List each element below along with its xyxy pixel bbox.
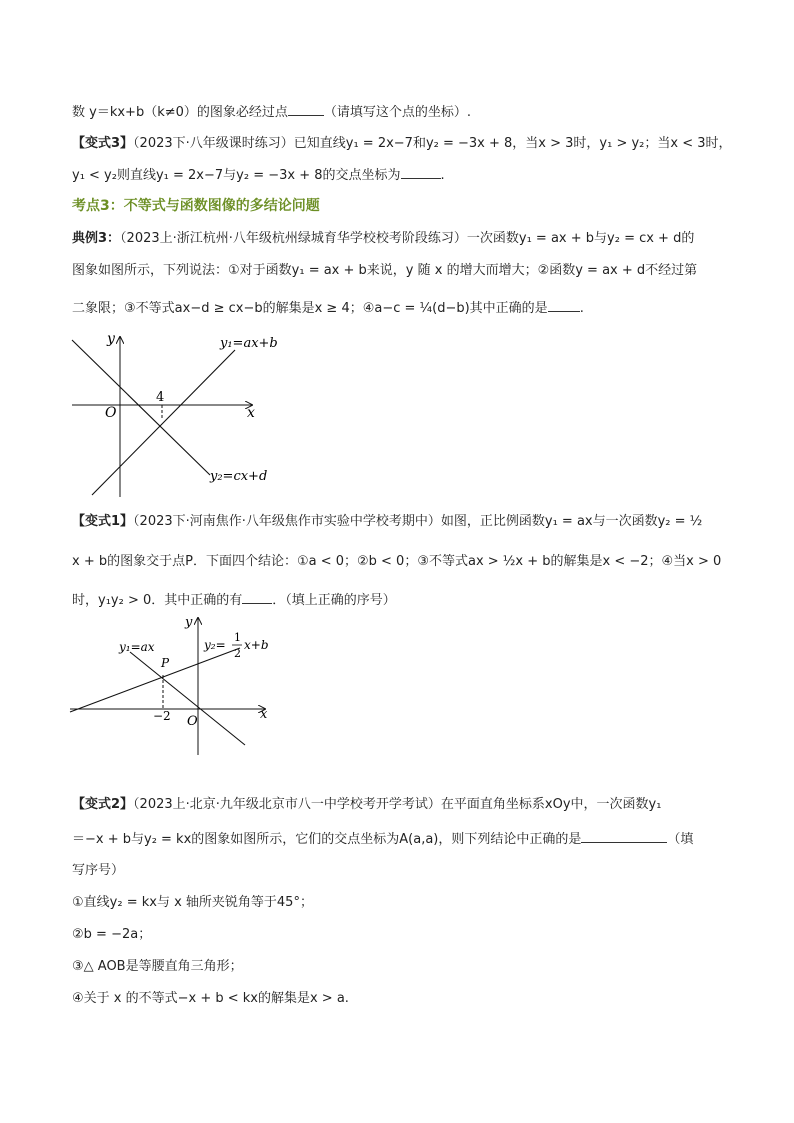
line-text: 时，y₁y₂ > 0．其中正确的有 [72,593,243,608]
tick-label: 4 [156,390,165,405]
section-heading: 考点3：不等式与函数图像的多结论问题 [72,198,320,214]
line-after: （填 [667,832,694,847]
line-12 [72,828,693,850]
origin-label: O [187,714,198,729]
example-label: 典例3： [72,231,121,246]
y-axis-label: y [107,331,115,347]
answer-blank[interactable] [242,589,272,604]
option-3: ③△ AOB是等腰直角三角形； [72,959,243,974]
line-y1 [130,652,245,745]
tick-label: −2 [153,709,171,723]
line-13: 写序号） [72,863,125,878]
line-6 [72,261,697,281]
x-axis-label: x [247,405,255,421]
x-axis-label: x [260,707,268,722]
line-2 [72,134,732,154]
line-text: （2023下·八年级课时练习）已知直线y₁ = 2x−7和y₂ = −3x + 8，当x > 3时，y₁ > y₂；当x < 3时， [133,136,732,151]
line-text: （2023上·北京·九年级北京市八一中学校考开学考试）在平面直角坐标系xOy中，一次函数y₁ [133,797,662,812]
line-y2 [70,648,240,712]
line-text: x + b的图象交于点P．下面四个结论：①a < 0；②b < 0；③不等式ax > ½x + b的解集是x < −2；④当x > 0 [72,554,722,569]
line-1 [72,101,471,123]
line-after: . [579,301,584,316]
line-y2-label: y₂=cx+d [210,469,268,484]
option-1: ①直线y₂ = kx与 x 轴所夹锐角等于45°； [72,895,313,910]
line-after: . [440,168,445,183]
figure-1 [60,325,300,505]
figure-2 [65,612,285,762]
line-5 [72,229,694,249]
answer-blank[interactable] [581,828,667,843]
point-label: P [161,656,170,670]
line-text: 数 y＝kx+b（k≠0）的图象必经过点 [72,105,288,120]
line-11 [72,795,661,815]
option-4: ④关于 x 的不等式−x + b < kx的解集是x > a. [72,991,349,1006]
option-2: ②b = −2a； [72,927,152,942]
y-axis-label: y [185,615,193,630]
line-text: （2023下·河南焦作·八年级焦作市实验中学校考期中）如图，正比例函数y₁ = ax与一次函数y₂ = ½ [133,514,703,529]
line-text: 图象如图所示，下列说法：①对于函数y₁ = ax + b来说，y 随 x 的增大而增大；②函数y = ax + d不经过第 [72,263,698,278]
variant-label: 【变式3】 [72,136,134,151]
line-text: ＝−x + b与y₂ = kx的图象如图所示，它们的交点坐标为A(a,a)，则下列结论中正确的是 [72,832,582,847]
line-y1-label: y₁=ax [119,640,155,654]
answer-blank[interactable] [401,164,441,179]
line-y2-num: 1 [234,631,241,644]
variant-label: 【变式1】 [72,514,134,529]
line-10 [72,589,396,611]
line-8 [72,512,702,532]
line-y1-label: y₁=ax+b [220,336,278,351]
line-3 [72,164,445,186]
line-7 [72,297,584,319]
line-y2-suffix: x+b [244,638,269,652]
line-text: y₁ < y₂则直线y₁ = 2x−7与y₂ = −3x + 8的交点坐标为 [72,168,401,183]
line-after: （请填写这个点的坐标）. [323,105,472,120]
line-y2-prefix: y₂= [204,638,226,652]
line-y2 [72,340,210,475]
line-9 [72,552,721,572]
line-text: 二象限；③不等式ax−d ≥ cx−b的解集是x ≥ 4；④a−c = ¼(d−b)其中正确的是 [72,301,548,316]
line-y2-den: 2 [234,647,241,660]
origin-label: O [105,405,117,421]
answer-blank[interactable] [548,297,580,312]
answer-blank[interactable] [288,101,324,116]
line-text: （2023上·浙江杭州·八年级杭州绿城育华学校校考阶段练习）一次函数y₁ = ax + b与y₂ = cx + d的 [120,231,695,246]
variant-label: 【变式2】 [72,797,134,812]
line-after: ．（填上正确的序号） [272,593,396,608]
